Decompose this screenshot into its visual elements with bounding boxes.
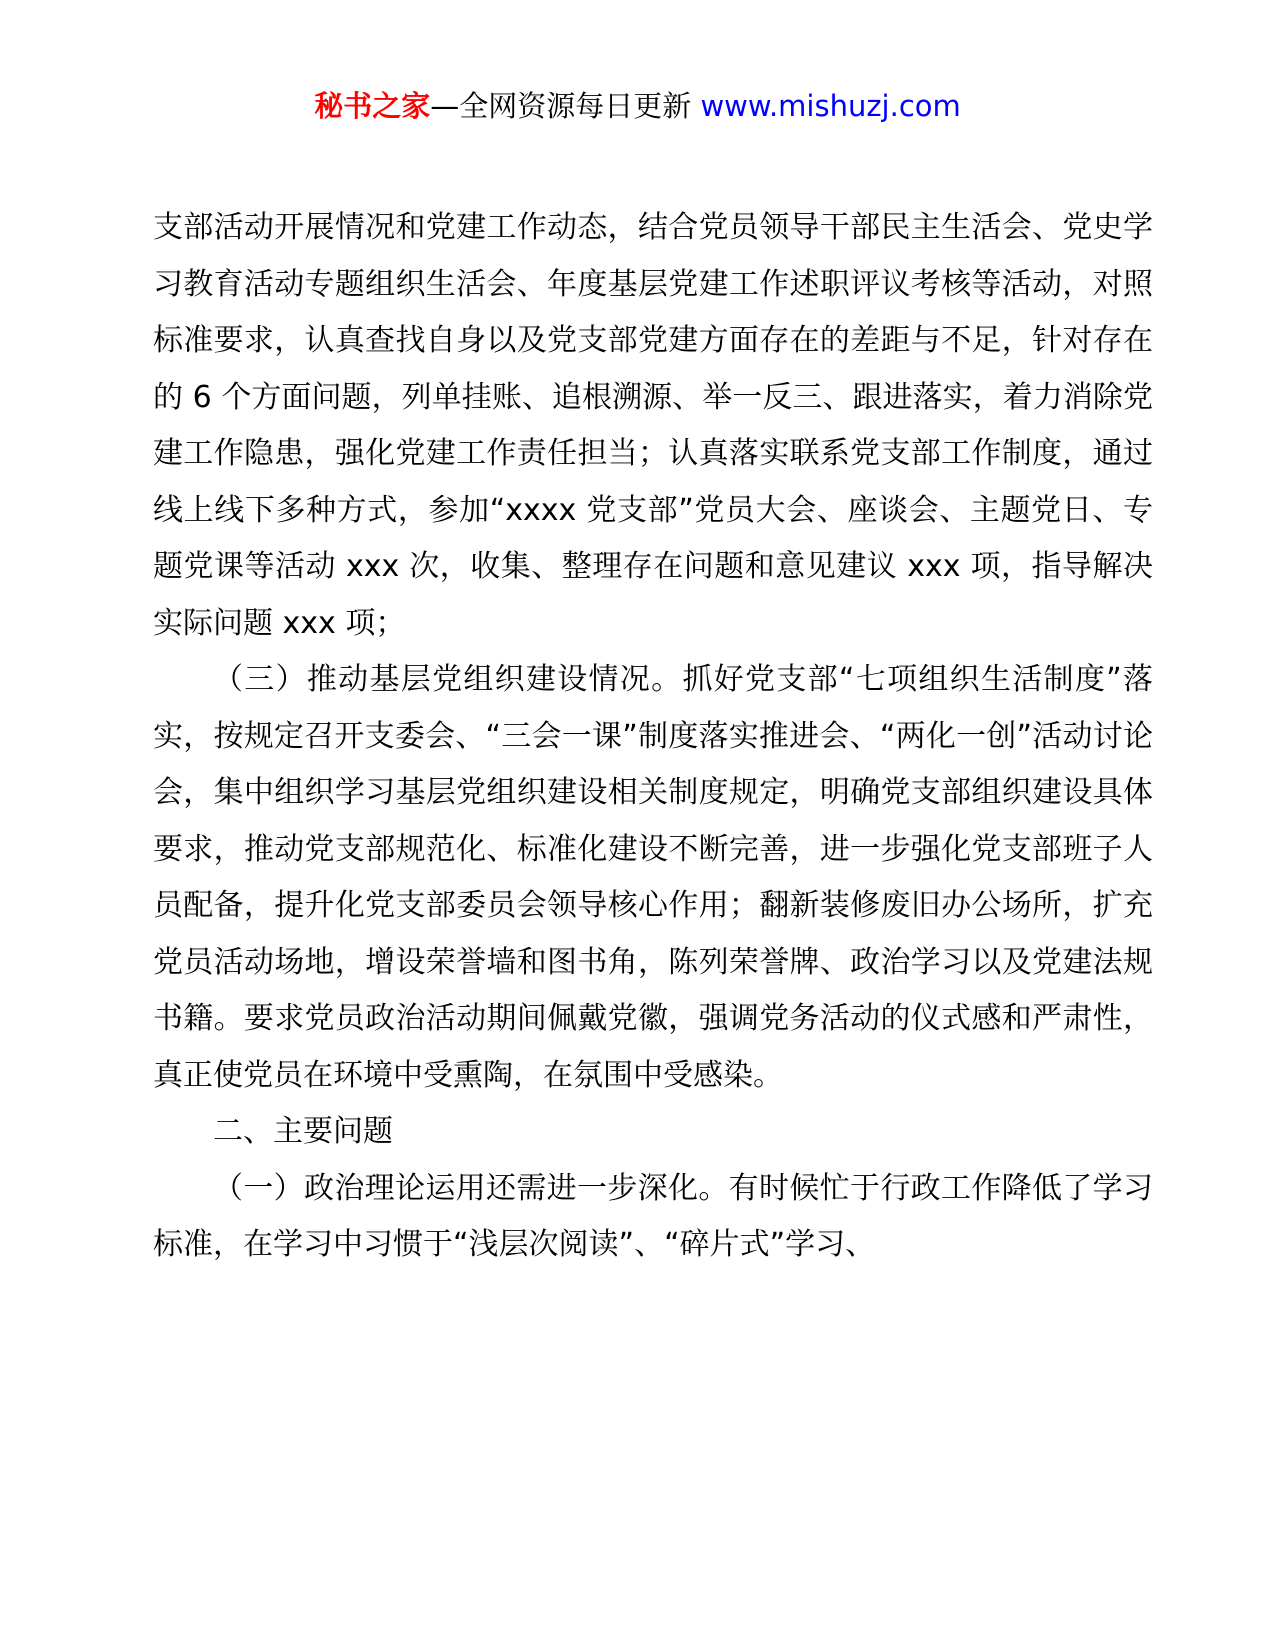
header-tagline: —全网资源每日更新 <box>430 89 692 123</box>
page-header <box>0 84 1275 128</box>
paragraph-continued: 支部活动开展情况和党建工作动态，结合党员领导干部民主生活会、党史学习教育活动专题组织生活会、年度基层党建工作述职评议考核等活动，对照标准要求，认真查找自身以及党支部党建方面存在的差距与不足，针对存在的 6 个方面问题，列单挂账、追根溯源、举一反三、跟进落实，着力消除党建工作隐患，强化党建工作责任担当；认真落实联系党支部工作制度，通过线上线下多种方式，参加“xxxx 党支部”党员大会、座谈会、主题党日、专题党课等活动 xxx 次，收集、整理存在问题和意见建议 xxx 项，指导解决实际问题 xxx 项； <box>153 210 1153 641</box>
paragraph-problem-1: （一）政治理论运用还需进一步深化。有时候忙于行政工作降低了学习标准，在学习中习惯于“浅层次阅读”、“碎片式”学习、 <box>153 1170 1153 1262</box>
section-heading-main-problems: 二、主要问题 <box>213 1114 393 1149</box>
brand-name: 秘书之家 <box>314 89 431 123</box>
paragraph-section-3: （三）推动基层党组织建设情况。抓好党支部“七项组织生活制度”落实，按规定召开支委会、“三会一课”制度落实推进会、“两化一创”活动讨论会，集中组织学习基层党组织建设相关制度规定，明确党支部组织建设具体要求，推动党支部规范化、标准化建设不断完善，进一步强化党支部班子人员配备，提升化党支部委员会领导核心作用；翻新装修废旧办公场所，扩充党员活动场地，增设荣誉墙和图书角，陈列荣誉牌、政治学习以及党建法规书籍。要求党员政治活动期间佩戴党徽，强调党务活动的仪式感和严肃性，真正使党员在环境中受熏陶，在氛围中受感染。 <box>153 662 1153 1093</box>
document-body <box>153 200 1153 1274</box>
website-link[interactable]: www.mishuzj.com <box>700 89 961 123</box>
